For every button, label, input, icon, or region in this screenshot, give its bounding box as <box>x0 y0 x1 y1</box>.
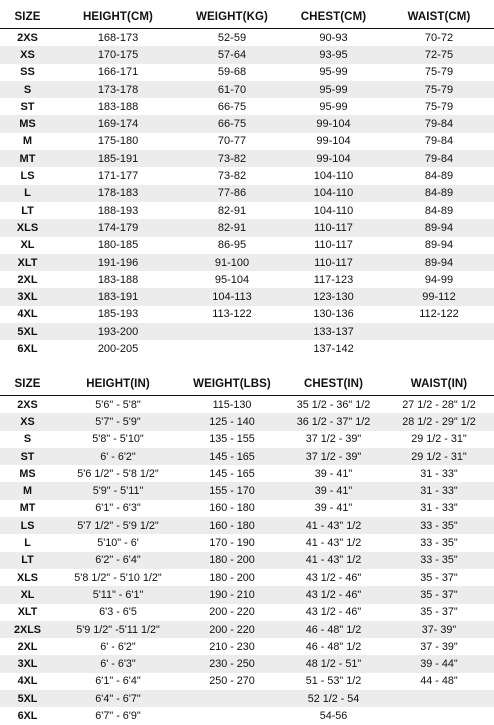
measurement-cell: 171-177 <box>97 170 139 183</box>
measurement-cell: 104-110 <box>313 187 354 200</box>
measurement-cell: 31 - 33" <box>420 502 458 515</box>
measurement-cell: 43 1/2 - 46" <box>305 571 362 584</box>
measurement-cell: 79-84 <box>424 152 454 165</box>
table-row <box>0 534 494 551</box>
table-row <box>0 323 494 340</box>
column-header: WEIGHT(LBS) <box>193 378 271 390</box>
measurement-cell: 95-99 <box>319 83 348 96</box>
measurement-cell: 160 - 180 <box>209 502 255 515</box>
measurement-cell: 39 - 41" <box>314 485 353 498</box>
size-cell: MT <box>19 152 36 165</box>
table-row <box>0 396 494 414</box>
size-cell: 4XL <box>17 675 38 688</box>
measurement-cell: 183-188 <box>97 100 139 113</box>
column-header: SIZE <box>14 11 41 23</box>
measurement-cell: 73-82 <box>217 170 247 183</box>
size-cell: MS <box>19 467 36 480</box>
measurement-cell: 43 1/2 - 46" <box>305 588 362 601</box>
measurement-cell: 99-104 <box>316 135 351 148</box>
measurement-cell: 27 1/2 - 28" 1/2 <box>402 398 476 411</box>
measurement-cell: 6' - 6'2" <box>100 450 136 463</box>
measurement-cell: 6'4" - 6'7" <box>95 692 141 705</box>
size-cell: ST <box>20 450 35 463</box>
measurement-cell: 175-180 <box>97 135 139 148</box>
measurement-cell: 84-89 <box>424 187 454 200</box>
measurement-cell: 193-200 <box>97 325 139 338</box>
measurement-cell: 75-79 <box>424 66 454 79</box>
measurement-cell: 123-130 <box>313 291 354 304</box>
measurement-cell: 166-171 <box>97 66 139 79</box>
table-row <box>0 431 494 448</box>
measurement-cell: 31 - 33" <box>420 485 458 498</box>
measurement-cell: 185-191 <box>97 152 139 165</box>
measurement-cell: 41 - 43" 1/2 <box>305 519 362 532</box>
size-cell: XS <box>20 48 35 61</box>
size-cell: 3XL <box>17 291 38 304</box>
measurement-cell <box>384 323 494 340</box>
measurement-cell: 104-110 <box>313 204 354 217</box>
column-header: WAIST(IN) <box>410 378 468 390</box>
measurement-cell: 5'6" - 5'8" <box>95 398 141 411</box>
measurement-cell: 133-137 <box>313 325 354 338</box>
size-cell: SS <box>20 66 35 79</box>
measurement-cell: 99-104 <box>316 152 351 165</box>
table-row <box>0 707 494 724</box>
table-row <box>0 448 494 465</box>
table-row <box>0 254 494 271</box>
measurement-cell: 75-79 <box>424 83 454 96</box>
table-row <box>0 306 494 323</box>
size-cell: L <box>24 537 31 550</box>
size-cell: 3XL <box>17 658 38 671</box>
table-row <box>0 29 494 47</box>
table-row <box>0 271 494 288</box>
measurement-cell: 180-185 <box>97 239 139 252</box>
size-cell: XS <box>20 415 35 428</box>
size-cell: XL <box>20 588 35 601</box>
measurement-cell: 36 1/2 - 37" 1/2 <box>296 415 371 428</box>
measurement-cell: 130-136 <box>313 308 354 321</box>
measurement-cell: 35 - 37" <box>420 571 458 584</box>
size-cell: 6XL <box>17 709 38 722</box>
size-chart-metric <box>0 6 494 358</box>
measurement-cell: 115-130 <box>212 398 252 411</box>
table-header-row <box>0 373 494 396</box>
measurement-cell: 44 - 48" <box>420 675 458 688</box>
measurement-cell: 84-89 <box>424 170 454 183</box>
size-cell: 2XS <box>17 31 38 44</box>
size-cell: M <box>22 135 33 148</box>
measurement-cell: 99-112 <box>422 291 456 304</box>
measurement-cell: 5'6 1/2" - 5'8 1/2" <box>77 467 159 480</box>
size-cell: 5XL <box>17 325 38 338</box>
measurement-cell: 70-77 <box>217 135 247 148</box>
measurement-cell: 5'9 1/2" -5'11 1/2" <box>76 623 160 636</box>
measurement-cell <box>181 690 283 707</box>
measurement-cell: 6'2" - 6'4" <box>95 554 141 567</box>
measurement-cell: 145 - 165 <box>209 467 255 480</box>
measurement-cell: 93-95 <box>319 48 348 61</box>
table-row <box>0 219 494 236</box>
measurement-cell: 5'7" - 5'9" <box>95 415 141 428</box>
measurement-cell: 230 - 250 <box>209 658 255 671</box>
measurement-cell: 95-104 <box>214 273 250 286</box>
measurement-cell <box>384 690 494 707</box>
measurement-cell: 72-75 <box>424 48 454 61</box>
column-header: SIZE <box>14 378 41 390</box>
measurement-cell: 188-193 <box>97 204 139 217</box>
measurement-cell: 37- 39" <box>421 623 457 636</box>
measurement-cell: 33 - 35" <box>420 519 458 532</box>
measurement-cell: 57-64 <box>217 48 247 61</box>
measurement-cell: 48 1/2 - 51" <box>305 658 362 671</box>
measurement-cell <box>181 340 283 357</box>
measurement-cell: 89-94 <box>424 221 454 234</box>
size-cell: L <box>24 187 31 200</box>
measurement-cell: 95-99 <box>319 100 348 113</box>
measurement-cell: 6'1" - 6'4" <box>95 675 141 688</box>
size-cell: 2XL <box>17 273 38 286</box>
measurement-cell: 82-91 <box>217 221 247 234</box>
table-header-row <box>0 6 494 29</box>
measurement-cell: 75-79 <box>424 100 454 113</box>
measurement-cell: 35 - 37" <box>420 588 458 601</box>
measurement-cell: 84-89 <box>424 204 454 217</box>
size-cell: S <box>23 433 32 446</box>
measurement-cell: 39 - 44" <box>420 658 458 671</box>
measurement-cell: 35 1/2 - 36" 1/2 <box>296 398 371 411</box>
table-row <box>0 237 494 254</box>
table-row <box>0 465 494 482</box>
measurement-cell: 54-56 <box>319 709 348 722</box>
table-row <box>0 46 494 63</box>
measurement-cell: 46 - 48" 1/2 <box>305 623 362 636</box>
measurement-cell: 191-196 <box>97 256 139 269</box>
measurement-cell: 29 1/2 - 31" <box>411 433 467 446</box>
measurement-cell: 5'8 1/2" - 5'10 1/2" <box>74 571 162 584</box>
measurement-cell: 200 - 220 <box>209 623 255 636</box>
measurement-cell: 99-104 <box>316 118 351 131</box>
size-cell: 2XLS <box>13 623 41 636</box>
table-row <box>0 64 494 81</box>
table-row <box>0 98 494 115</box>
measurement-cell: 33 - 35" <box>420 537 458 550</box>
measurement-cell: 89-94 <box>424 256 454 269</box>
measurement-cell: 51 - 53" 1/2 <box>305 675 362 688</box>
measurement-cell: 110-117 <box>314 256 353 269</box>
measurement-cell: 169-174 <box>97 118 139 131</box>
measurement-cell: 104-110 <box>313 170 354 183</box>
table-row <box>0 81 494 98</box>
column-header: HEIGHT(IN) <box>86 378 150 390</box>
size-cell: 2XL <box>17 640 38 653</box>
size-cell: MT <box>19 502 36 515</box>
table-row <box>0 482 494 499</box>
measurement-cell: 79-84 <box>424 135 454 148</box>
size-chart-imperial <box>0 373 494 725</box>
measurement-cell: 43 1/2 - 46" <box>305 606 362 619</box>
measurement-cell: 6' - 6'3" <box>100 658 136 671</box>
measurement-cell: 39 - 41" <box>314 502 353 515</box>
measurement-cell <box>181 323 283 340</box>
size-cell: 5XL <box>17 692 38 705</box>
measurement-cell: 59-68 <box>217 66 247 79</box>
table-row <box>0 185 494 202</box>
measurement-cell: 168-173 <box>97 31 139 44</box>
measurement-cell: 90-93 <box>319 31 348 44</box>
column-header: WEIGHT(KG) <box>196 11 268 23</box>
table-row <box>0 288 494 305</box>
size-cell: XLS <box>17 571 38 584</box>
measurement-cell: 77-86 <box>217 187 247 200</box>
measurement-cell: 52 1/2 - 54 <box>307 692 360 705</box>
table-row <box>0 500 494 517</box>
size-cell: LT <box>21 204 34 217</box>
measurement-cell: 33 - 35" <box>420 554 458 567</box>
measurement-cell: 170-175 <box>97 48 139 61</box>
measurement-cell: 110-117 <box>314 221 353 234</box>
measurement-cell: 200 - 220 <box>209 606 255 619</box>
measurement-cell: 52-59 <box>217 31 247 44</box>
table-row <box>0 115 494 132</box>
measurement-cell: 6'7" - 6'9" <box>95 709 141 722</box>
measurement-cell: 35 - 37" <box>420 606 458 619</box>
measurement-cell: 125 - 140 <box>209 415 255 428</box>
size-cell: 4XL <box>17 308 38 321</box>
table-row <box>0 340 494 357</box>
table-row <box>0 150 494 167</box>
size-cell: XLS <box>16 221 39 234</box>
measurement-cell: 29 1/2 - 31" <box>411 450 467 463</box>
measurement-cell: 250 - 270 <box>209 675 255 688</box>
table-row <box>0 517 494 534</box>
measurement-cell: 183-191 <box>97 291 139 304</box>
measurement-cell: 61-70 <box>217 83 247 96</box>
measurement-cell: 66-75 <box>217 118 247 131</box>
measurement-cell: 95-99 <box>319 66 348 79</box>
measurement-cell: 135 - 155 <box>209 433 255 446</box>
table-row <box>0 586 494 603</box>
measurement-cell: 31 - 33" <box>420 467 458 480</box>
size-cell: ST <box>20 100 35 113</box>
measurement-cell: 89-94 <box>424 239 454 252</box>
measurement-cell: 117-123 <box>313 273 354 286</box>
table-row <box>0 655 494 672</box>
measurement-cell: 6' - 6'2" <box>100 640 136 653</box>
measurement-cell: 41 - 43" 1/2 <box>305 554 362 567</box>
measurement-cell: 94-99 <box>424 273 454 286</box>
size-cell: 2XS <box>17 398 38 411</box>
table-row <box>0 133 494 150</box>
measurement-cell: 5'8" - 5'10" <box>92 433 144 446</box>
table-row <box>0 167 494 184</box>
column-header: WAIST(CM) <box>407 11 471 23</box>
measurement-cell: 41 - 43" 1/2 <box>305 537 362 550</box>
measurement-cell: 173-178 <box>97 83 139 96</box>
size-cell: LS <box>20 170 35 183</box>
measurement-cell: 113-122 <box>212 308 252 321</box>
measurement-cell: 185-193 <box>97 308 139 321</box>
measurement-cell: 5'9" - 5'11" <box>92 485 144 498</box>
measurement-cell: 91-100 <box>214 256 250 269</box>
measurement-cell <box>384 707 494 724</box>
table-row <box>0 552 494 569</box>
size-cell: XLT <box>17 256 38 269</box>
measurement-cell: 37 1/2 - 39" <box>305 450 362 463</box>
measurement-cell: 112-122 <box>419 308 459 321</box>
table-row <box>0 621 494 638</box>
measurement-cell: 79-84 <box>424 118 454 131</box>
measurement-cell: 5'11" - 6'1" <box>92 588 144 601</box>
measurement-cell: 39 - 41" <box>314 467 353 480</box>
measurement-cell: 145 - 165 <box>209 450 255 463</box>
measurement-cell: 66-75 <box>217 100 247 113</box>
measurement-cell: 46 - 48" 1/2 <box>305 640 362 653</box>
measurement-cell: 178-183 <box>97 187 139 200</box>
imperial-size-table <box>0 373 494 725</box>
size-cell: LT <box>21 554 34 567</box>
column-header: CHEST(IN) <box>303 378 364 390</box>
measurement-cell: 200-205 <box>97 342 139 355</box>
size-cell: 6XL <box>17 342 38 355</box>
table-row <box>0 569 494 586</box>
measurement-cell: 210 - 230 <box>209 640 255 653</box>
table-row <box>0 604 494 621</box>
table-row <box>0 638 494 655</box>
size-cell: XLT <box>17 606 38 619</box>
metric-size-table <box>0 6 494 358</box>
measurement-cell <box>384 340 494 357</box>
measurement-cell: 37 - 39" <box>420 640 458 653</box>
measurement-cell: 160 - 180 <box>209 519 255 532</box>
measurement-cell: 82-91 <box>217 204 247 217</box>
table-row <box>0 202 494 219</box>
measurement-cell: 73-82 <box>217 152 247 165</box>
measurement-cell: 137-142 <box>313 342 354 355</box>
measurement-cell: 180 - 200 <box>209 554 255 567</box>
measurement-cell: 70-72 <box>424 31 454 44</box>
measurement-cell: 5'7 1/2" - 5'9 1/2" <box>77 519 159 532</box>
measurement-cell: 183-188 <box>97 273 139 286</box>
measurement-cell <box>181 707 283 724</box>
size-cell: MS <box>19 118 36 131</box>
measurement-cell: 6'1" - 6'3" <box>95 502 141 515</box>
measurement-cell: 110-117 <box>314 239 353 252</box>
measurement-cell: 180 - 200 <box>209 571 255 584</box>
measurement-cell: 190 - 210 <box>209 588 255 601</box>
column-header: HEIGHT(CM) <box>83 11 153 23</box>
measurement-cell: 37 1/2 - 39" <box>305 433 362 446</box>
measurement-cell: 174-179 <box>97 221 139 234</box>
measurement-cell: 28 1/2 - 29" 1/2 <box>402 415 476 428</box>
measurement-cell: 5'10" - 6' <box>97 537 139 550</box>
table-row <box>0 673 494 690</box>
size-cell: S <box>23 83 32 96</box>
measurement-cell: 86-95 <box>217 239 247 252</box>
measurement-cell: 6'3 - 6'5 <box>99 606 137 619</box>
table-row <box>0 690 494 707</box>
column-header: CHEST(CM) <box>300 11 367 23</box>
measurement-cell: 155 - 170 <box>209 485 255 498</box>
size-cell: XL <box>20 239 35 252</box>
measurement-cell: 170 - 190 <box>209 537 255 550</box>
table-row <box>0 413 494 430</box>
measurement-cell: 104-113 <box>212 291 252 304</box>
size-cell: LS <box>20 519 35 532</box>
size-cell: M <box>23 485 32 498</box>
